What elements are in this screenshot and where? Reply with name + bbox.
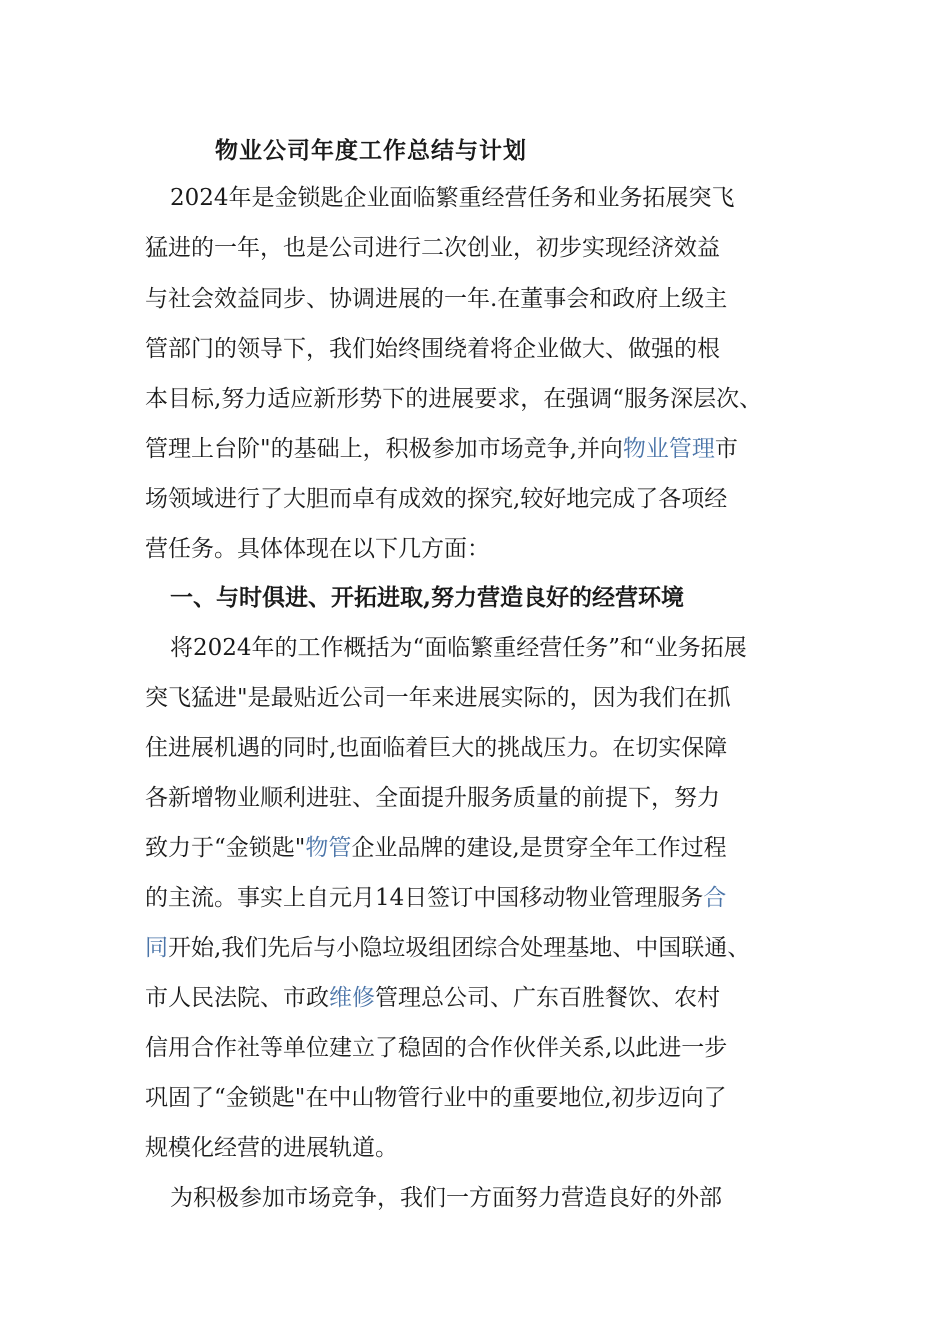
text-segment: 为积极参加市场竞争，我们一方面努力营造良好的外部	[170, 1185, 722, 1211]
paragraph-line	[145, 833, 727, 863]
paragraph-line	[145, 983, 720, 1013]
paragraph-line	[145, 933, 750, 963]
text-segment: 的主流。事实上自元月14日签订中国移动物业管理服务	[145, 885, 704, 911]
paragraph-line	[145, 534, 490, 564]
text-segment: 本目标,努力适应新形势下的进展要求，在强调“服务深层次、	[145, 386, 763, 412]
text-segment: 信用合作社等单位建立了稳固的合作伙伴关系,以此进一步	[145, 1035, 728, 1061]
paragraph-line	[145, 484, 727, 514]
text-segment: 突飞猛进"是最贴近公司一年来进展实际的，因为我们在抓	[145, 685, 731, 711]
text-segment: 规模化经营的进展轨道。	[145, 1135, 398, 1161]
text-segment: 致力于“金锁匙"	[145, 835, 306, 861]
document-title: 物业公司年度工作总结与计划	[215, 137, 527, 164]
paragraph-line	[145, 733, 727, 763]
keyword-link[interactable]: 维修	[329, 985, 375, 1011]
text-segment: 管理上台阶"的基础上，积极参加市场竞争,并向	[145, 436, 623, 462]
keyword-link[interactable]: 物业管理	[622, 436, 715, 462]
text-segment: 各新增物业顺利进驻、全面提升服务质量的前提下，努力	[145, 785, 720, 811]
paragraph-line	[145, 883, 726, 913]
paragraph-line	[145, 1033, 727, 1063]
paragraph-line	[145, 334, 720, 364]
paragraph-line	[145, 683, 731, 713]
keyword-link[interactable]: 同	[145, 935, 168, 961]
text-segment: 管理总公司、广东百胜餐饮、农村	[375, 985, 720, 1011]
text-segment: 2024年是金锁匙企业面临繁重经营任务和业务拓展突飞	[170, 185, 735, 211]
text-segment: 巩固了“金锁匙"在中山物管行业中的重要地位,初步迈向了	[145, 1085, 727, 1111]
paragraph-line	[145, 434, 738, 464]
paragraph-line	[170, 183, 735, 213]
text-segment: 管部门的领导下，我们始终围绕着将企业做大、做强的根	[145, 336, 720, 362]
paragraph-line	[145, 233, 720, 263]
paragraph-line	[145, 783, 720, 813]
text-segment: 场领域进行了大胆而卓有成效的探究,较好地完成了各项经	[145, 486, 728, 512]
text-segment: 住进展机遇的同时,也面临着巨大的挑战压力。在切实保障	[145, 735, 728, 761]
paragraph-line	[145, 384, 762, 414]
paragraph-line	[145, 1133, 398, 1163]
paragraph-line	[145, 1083, 727, 1113]
paragraph-line	[170, 633, 747, 663]
text-segment: 猛进的一年，也是公司进行二次创业，初步实现经济效益	[145, 235, 720, 261]
section-heading	[170, 583, 684, 613]
keyword-link[interactable]: 合	[703, 885, 727, 911]
text-segment: 企业品牌的建设,是贯穿全年工作过程	[351, 835, 727, 861]
text-segment: 一、与时俱进、开拓进取,努力营造良好的经营环境	[170, 584, 685, 611]
text-segment: 将2024年的工作概括为“面临繁重经营任务”和“业务拓展	[170, 635, 747, 661]
text-segment: 开始,我们先后与小隐垃圾组团综合处理基地、中国联通、	[168, 935, 751, 961]
text-segment: 市	[714, 436, 738, 462]
paragraph-line	[170, 1183, 722, 1213]
text-segment: 与社会效益同步、协调进展的一年.在董事会和政府上级主	[145, 286, 728, 312]
text-segment: 营任务。具体体现在以下几方面：	[145, 536, 490, 562]
text-segment: 市人民法院、市政	[145, 985, 329, 1011]
paragraph-line	[145, 284, 727, 314]
keyword-link[interactable]: 物管	[305, 835, 352, 861]
